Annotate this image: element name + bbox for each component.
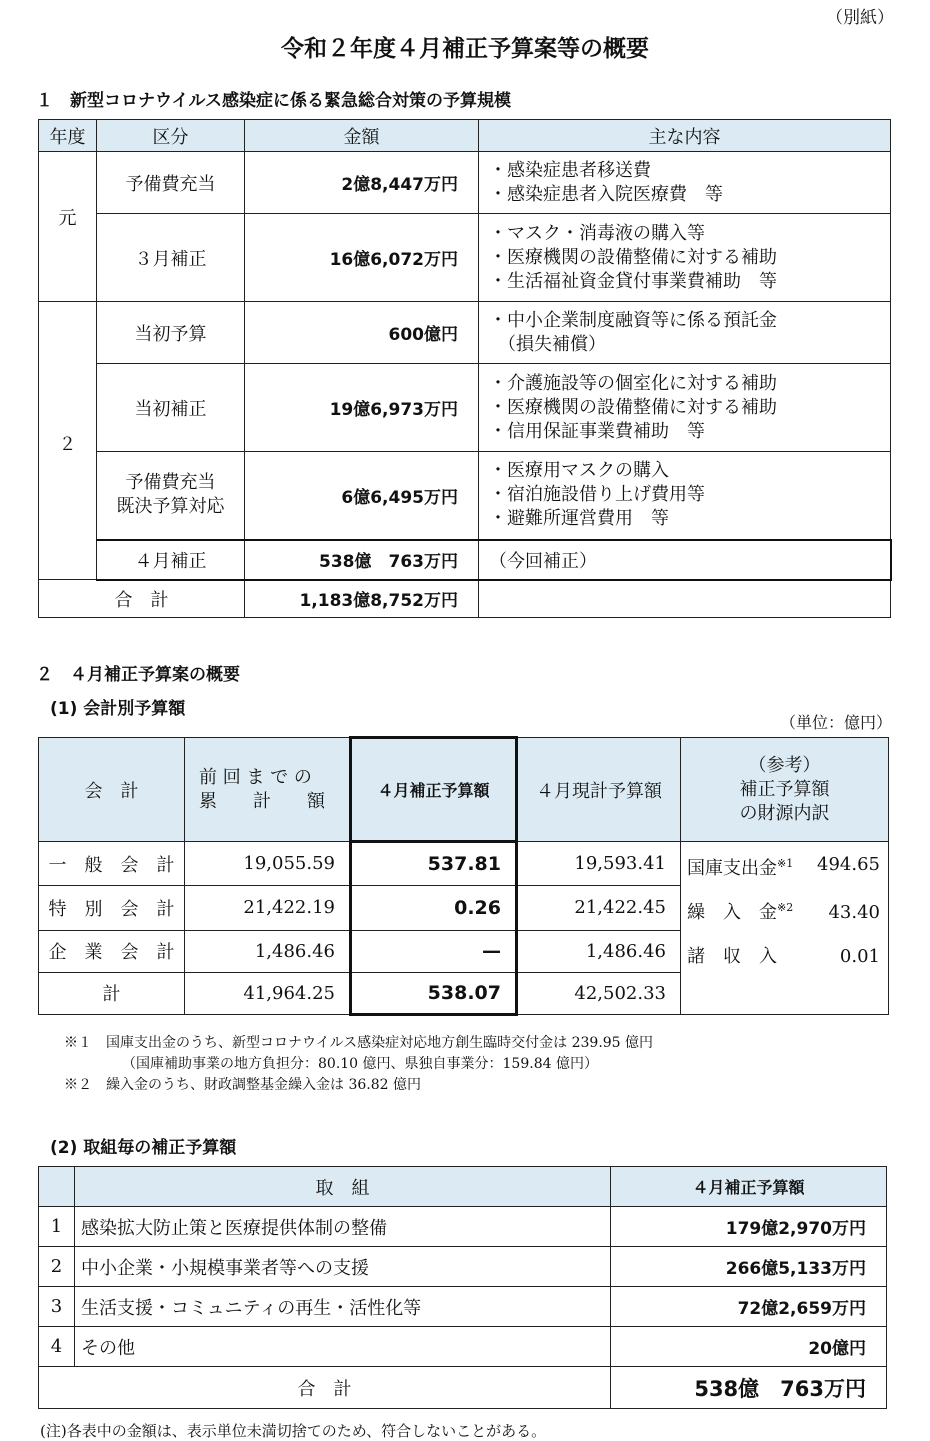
- current-amount: 19,593.41: [517, 842, 681, 886]
- unit-label: （単位：億円）: [780, 713, 893, 732]
- sub1-heading: (1) 会計別予算額: [50, 699, 186, 719]
- account-name: 特 別 会 計: [39, 886, 185, 930]
- amount: 19億6,973万円: [245, 364, 479, 452]
- current-amount: 21,422.45: [517, 886, 681, 930]
- contents: ・中小企業制度融資等に係る預託金 （損失補償）: [479, 302, 891, 364]
- notes: [64, 1033, 653, 1096]
- prev-amount: 19,055.59: [185, 842, 351, 886]
- prev-amount: 1,486.46: [185, 930, 351, 972]
- total-contents: [479, 580, 891, 618]
- th-account: 会 計: [39, 738, 185, 842]
- year-2: ２: [39, 302, 97, 580]
- category: 当初予算: [97, 302, 245, 364]
- initiative-name: 中小企業・小規模事業者等への支援: [75, 1247, 611, 1287]
- page-title: 令和２年度４月補正予算案等の概要: [281, 36, 649, 62]
- contents: ・介護施設等の個室化に対する補助 ・医療機関の設備整備に対する補助 ・信用保証事業費補助 等: [479, 364, 891, 452]
- amount: 2億8,447万円: [245, 152, 479, 214]
- th-april: ４月補正予算額: [351, 738, 517, 842]
- note-1-detail: （国庫補助事業の地方負担分：80.10 億円、県独自事業分：159.84 億円）: [122, 1056, 598, 1072]
- april-amount: —: [351, 930, 517, 972]
- ref-item: 繰 入 金$^{※2}$: [687, 901, 794, 923]
- initiative-name: 生活支援・コミュニティの再生・活性化等: [75, 1287, 611, 1327]
- amount: 600億円: [245, 302, 479, 364]
- prev-amount: 21,422.19: [185, 886, 351, 930]
- april-amount: 538.07: [351, 972, 517, 1014]
- corner-label: （別紙）: [826, 8, 894, 28]
- initiative-total: 538億 763万円: [611, 1367, 887, 1409]
- account-budget-table: [38, 736, 889, 1016]
- budget-scale-table: [38, 119, 892, 618]
- contents: ・感染症患者移送費 ・感染症患者入院医療費 等: [479, 152, 891, 214]
- th-ref: （参考） 補正予算額 の財源内訳: [681, 738, 889, 842]
- contents: ・医療用マスクの購入 ・宿泊施設借り上げ費用等 ・避難所運営費用 等: [479, 452, 891, 540]
- april-amount: 0.26: [351, 886, 517, 930]
- prev-amount: 41,964.25: [185, 972, 351, 1014]
- initiative-amount: 72億2,659万円: [611, 1287, 887, 1327]
- section1-heading: １ 新型コロナウイルス感染症に係る緊急総合対策の予算規模: [36, 91, 511, 111]
- footnote: (注)各表中の金額は、表示単位未満切捨てのため、符合しないことがある。: [40, 1422, 547, 1440]
- account-name: 企 業 会 計: [39, 930, 185, 972]
- th-amount: 金額: [245, 120, 479, 152]
- initiative-name: その他: [75, 1327, 611, 1367]
- th-category: 区分: [97, 120, 245, 152]
- note-2: ※２ 繰入金のうち、財政調整基金繰入金は 36.82 億円: [64, 1077, 421, 1093]
- total-label: 合 計: [39, 580, 245, 618]
- amount: 16億6,072万円: [245, 214, 479, 302]
- account-name: 計: [39, 972, 185, 1014]
- account-name: 一 般 会 計: [39, 842, 185, 886]
- th-initiative-amount: ４月補正予算額: [611, 1167, 887, 1207]
- th-no: [39, 1167, 75, 1207]
- th-contents: 主な内容: [479, 120, 891, 152]
- th-prev: 前 回 ま で の 累 計 額: [185, 738, 351, 842]
- category: 予備費充当 既決予算対応: [97, 452, 245, 540]
- ref-item: 諸 収 入: [687, 946, 777, 967]
- th-year: 年度: [39, 120, 97, 152]
- current-amount: 1,486.46: [517, 930, 681, 972]
- sub2-heading: (2) 取組毎の補正予算額: [50, 1138, 237, 1158]
- initiative-no: 3: [39, 1287, 75, 1327]
- contents: （今回補正）: [479, 540, 891, 580]
- category: ４月補正: [97, 540, 245, 580]
- ref-value: 0.01: [839, 946, 880, 967]
- ref-breakdown: [681, 842, 889, 1015]
- initiative-no: 2: [39, 1247, 75, 1287]
- initiative-no: 4: [39, 1327, 75, 1367]
- initiative-total-label: 合 計: [39, 1367, 611, 1409]
- initiative-amount: 20億円: [611, 1327, 887, 1367]
- th-initiative: 取 組: [75, 1167, 611, 1207]
- category: ３月補正: [97, 214, 245, 302]
- note-1: ※１ 国庫支出金のうち、新型コロナウイルス感染症対応地方創生臨時交付金は 239.95 億円: [64, 1035, 654, 1051]
- year-gen: 元: [39, 152, 97, 302]
- current-amount: 42,502.33: [517, 972, 681, 1014]
- april-amount: 537.81: [351, 842, 517, 886]
- contents: ・マスク・消毒液の購入等 ・医療機関の設備整備に対する補助 ・生活福祉資金貸付事業費補助 等: [479, 214, 891, 302]
- amount: 538億 763万円: [245, 540, 479, 580]
- category: 当初補正: [97, 364, 245, 452]
- amount: 6億6,495万円: [245, 452, 479, 540]
- initiative-no: 1: [39, 1207, 75, 1247]
- initiative-name: 感染拡大防止策と医療提供体制の整備: [75, 1207, 611, 1247]
- initiative-amount: 266億5,133万円: [611, 1247, 887, 1287]
- ref-item: 国庫支出金$^{※1}$: [687, 857, 794, 879]
- th-current: ４月現計予算額: [517, 738, 681, 842]
- category: 予備費充当: [97, 152, 245, 214]
- ref-value: 494.65: [817, 854, 880, 875]
- initiative-amount: 179億2,970万円: [611, 1207, 887, 1247]
- section2-heading: ２ ４月補正予算案の概要: [36, 665, 240, 685]
- ref-value: 43.40: [828, 902, 880, 923]
- total-amount: 1,183億8,752万円: [245, 580, 479, 618]
- initiative-table: [38, 1166, 887, 1409]
